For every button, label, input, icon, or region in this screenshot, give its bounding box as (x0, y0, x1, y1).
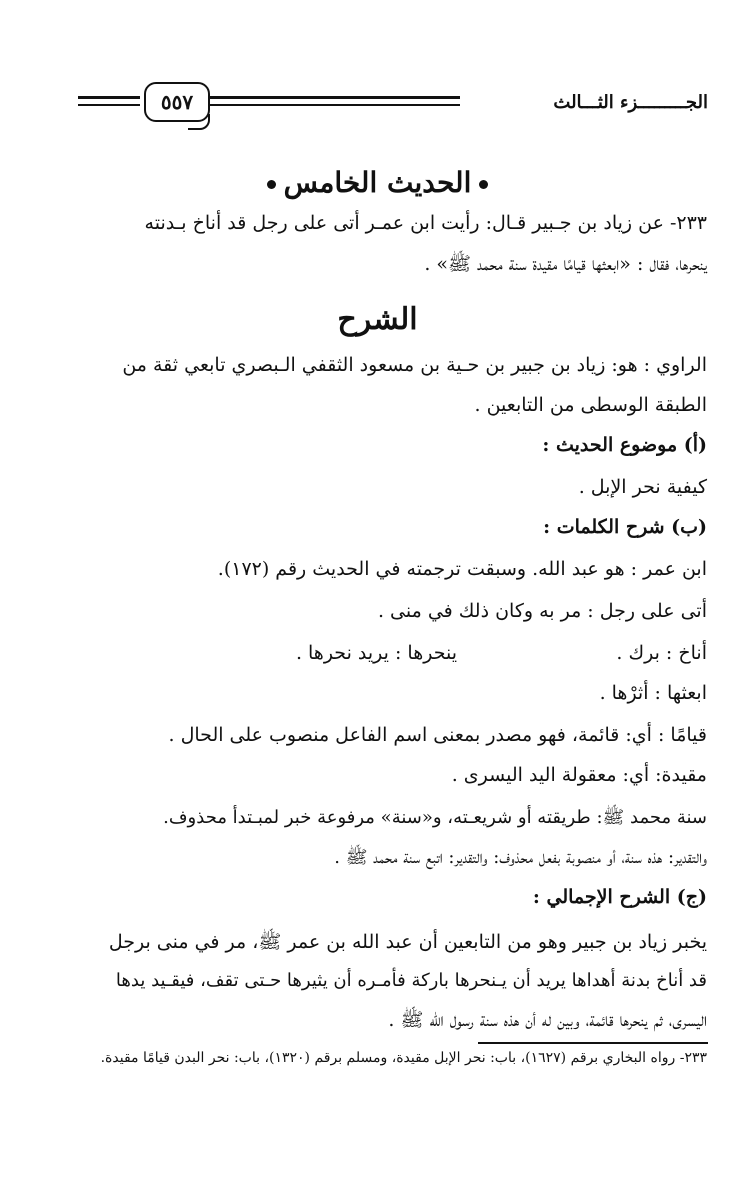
rawi-line-2: الطبقة الوسطى من التابعين . (474, 394, 707, 416)
header-rule-mid-bottom (210, 104, 460, 106)
word-sunnat-muhammad: سنة محمد ﷺ: طريقته أو شريعـته، و«سنة» مرفوعة خبر لمبـتدأ محذوف. (163, 807, 707, 828)
topic-heading: (أ) موضوع الحديث : (542, 434, 707, 456)
header-rule-mid-top (210, 96, 460, 99)
header-rule-left-top (78, 96, 140, 99)
word-ata-ala-rajul: أتى على رجل : مر به وكان ذلك في منى . (377, 600, 707, 622)
word-taqdir: والتقدير: هذه سنة، أو منصوبة بفعل محذوف: والتقدير: اتبع سنة محمد ﷺ . (334, 847, 707, 868)
summary-line-2: قد أناخ بدنة أهداها يريد أن يـنحرها باركة فأمـره أن يثيرها حـتى تقف، فيقـيد يدها (115, 970, 707, 991)
word-yanharuha: ينحرها : يريد نحرها . (295, 642, 457, 664)
topic-text: كيفية نحر الإبل . (578, 476, 707, 498)
page-number: ٥٥٧ (160, 90, 194, 114)
section-title (0, 166, 755, 199)
bullet-dot-icon (479, 180, 488, 189)
word-ibathha: ابعثها : أثرْها . (599, 682, 707, 704)
bullet-dot-icon (267, 180, 276, 189)
rawi-line-1: الراوي : هو: زياد بن جبير بن حـية بن مسعود الثقفي الـبصري تابعي ثقة من (122, 354, 707, 376)
hadith-line-1: ٢٣٣- عن زياد بن جـبير قـال: رأيت ابن عمـر أتى على رجل قد أناخ بـدنته (144, 212, 707, 234)
running-title: الجـــــــــزء الثـــالث (553, 92, 708, 113)
word-muqayyada: مقيدة: أي: معقولة اليد اليسرى . (451, 764, 707, 786)
header-rule-left-bottom (78, 104, 140, 106)
summary-heading: (ج) الشرح الإجمالي : (532, 886, 707, 908)
page-number-frame (144, 82, 210, 122)
word-ibn-umar: ابن عمر : هو عبد الله. وسبقت ترجمته في الحديث رقم (١٧٢). (217, 558, 707, 580)
footnote: ٢٣٣- رواه البخاري برقم (١٦٢٧)، باب: نحر الإبل مقيدة، ومسلم برقم (١٣٢٠)، باب: نحر البدن قيامًا مقيدة. (100, 1050, 707, 1066)
word-anakha: أناخ : برك . (616, 642, 707, 664)
summary-line-3: اليسرى، ثم ينحرها قائمة، وبين له أن هذه سنة رسول الله ﷺ . (388, 1009, 707, 1031)
footnote-rule (478, 1042, 708, 1044)
hadith-line-2: ينحرها، فقال : «ابعثها قيامًا مقيدة سنة محمد ﷺ» . (424, 253, 707, 275)
section-title-text: الحديث الخامس (283, 166, 472, 199)
summary-line-1: يخبر زياد بن جبير وهو من التابعين أن عبد الله بن عمر ﷺ، مر في منى برجل (108, 931, 707, 953)
words-heading: (ب) شرح الكلمات : (543, 516, 707, 538)
sharh-title: الشرح (337, 302, 418, 337)
page-header (78, 80, 708, 140)
word-qiyaman: قيامًا : أي: قائمة، فهو مصدر بمعنى اسم الفاعل منصوب على الحال . (168, 724, 707, 746)
page-number-frame-curl (188, 114, 210, 130)
